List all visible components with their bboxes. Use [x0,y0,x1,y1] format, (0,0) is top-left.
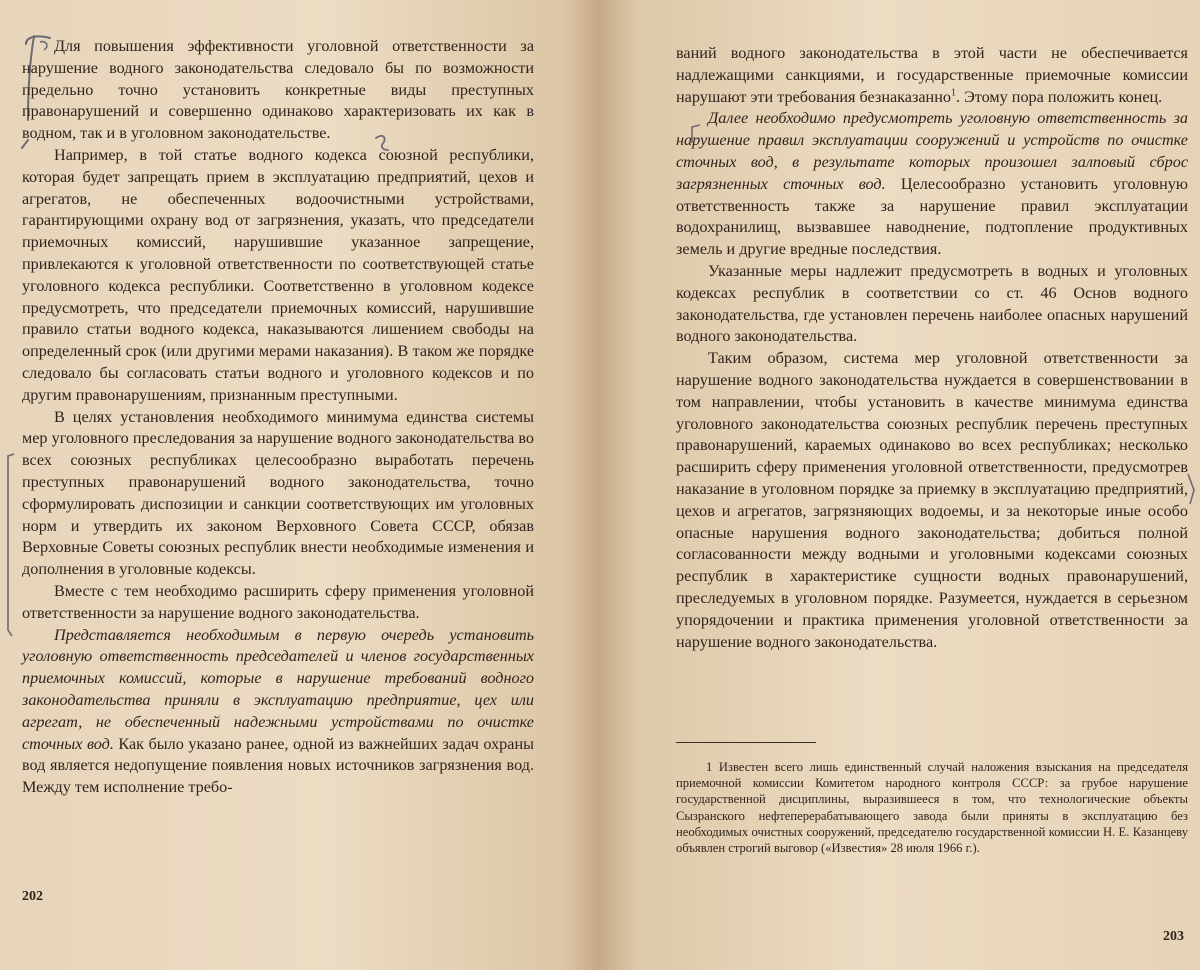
footnote [676,759,1188,856]
paragraph: Вместе с тем необходимо расширить сферу применения уголовной ответственности за нарушение водного законодательства. [22,581,534,622]
paragraph: Указанные меры надлежит предусмотреть в водных и уголовных кодексах республик в соответствии со ст. 46 Основ водного законодательства, где установлен перечень наиболее опасных нарушений водного законодательства. [676,261,1188,346]
paragraph-tail: Как было указано ранее, одной из важнейших задач охраны вод является недопущение появления новых источников загрязнения вод. Между тем исполнение требо- [22,734,534,797]
paragraph: Например, в той статье водного кодекса союзной республики, которая будет запрещать прием в эксплуатацию предприятий, цехов и агрегатов, не обеспеченных водоочистными устройствами, гарантирующими охрану вод от загрязнения, указать, что председатели приемочных комиссий, нарушившие указанное запрещение, привлекаются к уголовной ответственности по соответствующей статье уголовного кодекса республики. Соответственно в уголовном кодексе предусмотреть, что председатели приемочных комиссий, нарушившие правило статьи водного кодекса, наказываются лишением свободы на определенный срок (или другими мерами наказания). В таком же порядке следовало бы согласовать статьи водного и уголовного кодексов и по другим правонарушениям, признанным преступными. [22,145,534,404]
footnote-text: 1 Известен всего лишь единственный случай наложения взыскания на председателя приемочной комиссии Комитетом народного контроля СССР: за грубое нарушение государственной дисциплины, выразившееся в том, что технологические объекты Сызранского нефтеперерабатывающего завода были приняты в эксплуатацию без необходимых очистных сооружений, председателю государственной комиссии Н. Е. Казанцеву объявлен строгий выговор («Известия» 28 июля 1966 г.). [676,760,1188,856]
pencil-margin-bracket [2,450,22,650]
right-page-body [676,43,1188,653]
paragraph-tail: Целесообразно установить уголовную ответственность также за нарушение правил эксплуатации водохранилищ, вызвавшее наводнение, подтопление продуктивных земель и другие вредные последствия. [676,174,1188,259]
paragraph: В целях установления необходимого минимума единства системы мер уголовного преследования за нарушение водного законодательства во всех союзных республиках целесообразно выработать перечень преступных правонарушений водного законодательства, точно сформулировать диспозиции и санкции соответствующих им уголовных норм и утвердить их законом Верховного Совета СССР, обязав Верховные Советы союзных республик внести необходимые изменения и дополнения в уголовные кодексы. [22,407,534,579]
page-number: 203 [1163,929,1184,944]
italic-lead: Далее необходимо предусмотреть уголовную ответственность за нарушение правил эксплуатации сооружений и устройств по очистке сточных вод, в результате которых произошел залповый сброс загрязненных сточных вод. [676,109,1188,193]
page-number: 202 [22,889,43,904]
left-page-body [22,36,534,799]
paragraph-italic [676,108,1188,261]
paragraph: Для повышения эффективности уголовной ответственности за нарушение водного законодательства следовало бы по возможности предельно точно установить конкретные виды преступных правонарушений и совершенно одинаково характеризовать их как в водном, так и в уголовном законодательстве. [22,37,534,143]
continued-text: ваний водного законодательства в этой части не обеспечивается надлежащими санкциями, и государственные приемочные комиссии нарушают эти требования безнаказанно [676,44,1188,106]
right-page [600,0,1200,970]
paragraph-continued [676,43,1188,108]
footnote-ref: 1 [950,87,956,99]
paragraph: Таким образом, система мер уголовной ответственности за нарушение водного законодательства нуждается в совершенствовании в том направлении, чтобы установить в качестве минимума единства уголовного законодательства союзных республик перечень преступных правонарушений, караемых одинаково во всех республиках; несколько расширить сферу применения уголовной ответственности, предусмотрев наказание в уголовном порядке за приемку в эксплуатацию предприятий, цехов и агрегатов, загрязняющих водоемы, и за некоторые иные особо опасные нарушения водного законодательства; добиться полной согласованности между водными и уголовными кодексами союзных республик в характеристике сущности водных правонарушений, преследуемых в уголовном порядке. Разумеется, нуждается в серьезном упорядочении и практика применения уголовной ответственности за нарушение водного законодательства. [676,349,1188,651]
paragraph-italic [22,625,534,799]
footnote-rule [676,742,816,743]
italic-lead: Представляется необходимым в первую очередь установить уголовную ответственность председателей и членов государственных приемочных комиссий, которые в нарушение требований водного законодательства приняли в эксплуатацию предприятие, цех или агрегат, не обеспеченный надежными устройствами по очистке сточных вод. [22,625,534,753]
continued-end: . Этому пора положить конец. [955,87,1163,106]
